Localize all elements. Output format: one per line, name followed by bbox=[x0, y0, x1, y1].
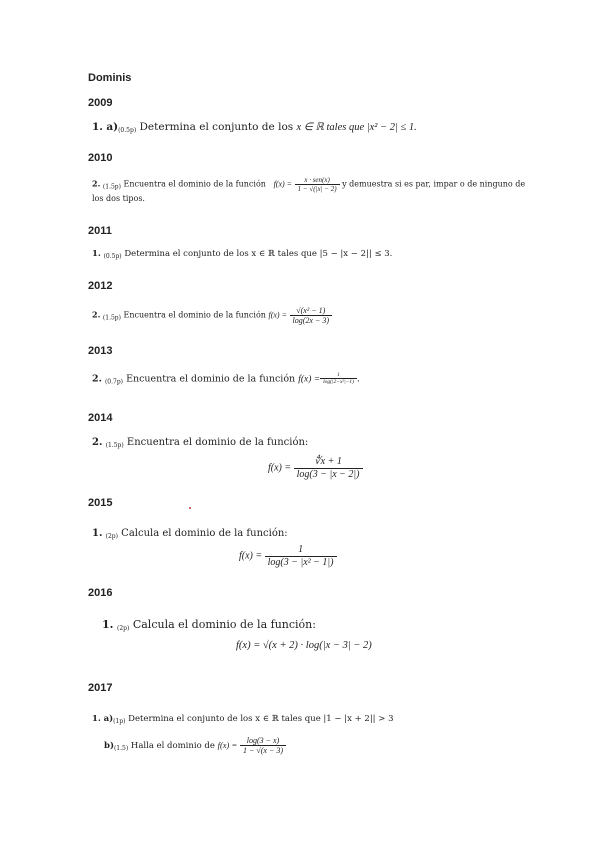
function-fraction bbox=[265, 544, 337, 568]
year-heading-2011: 2011 bbox=[88, 225, 112, 237]
year-heading-2016: 2016 bbox=[88, 587, 113, 599]
year-heading-2010: 2010 bbox=[88, 152, 113, 164]
points: (1.5p) bbox=[105, 442, 124, 449]
function-lhs: f(x) = bbox=[239, 550, 263, 562]
problem-2010-continued: los dos tipos. bbox=[92, 194, 145, 203]
problem-2013 bbox=[92, 372, 360, 386]
function-fraction bbox=[294, 456, 363, 480]
problem-2016 bbox=[102, 618, 316, 632]
problem-text: Determina el conjunto de los x ∈ ℝ tales que |5 − |x − 2|| ≤ 3. bbox=[124, 249, 393, 259]
problem-number: 1. bbox=[102, 618, 114, 631]
problem-text-2: y demuestra si es par, impar o de ninguno de bbox=[342, 179, 526, 189]
problem-number: 1. bbox=[92, 528, 103, 539]
problem-2017-a bbox=[92, 714, 393, 725]
problem-part: b) bbox=[104, 741, 114, 752]
points: (1.5) bbox=[113, 745, 129, 753]
problem-text: Encuentra el dominio de la función bbox=[126, 373, 296, 385]
function-fraction bbox=[290, 306, 333, 325]
points: (1.5p) bbox=[102, 183, 121, 191]
fraction-denominator: 1 − √(x − 3) bbox=[242, 746, 284, 756]
problem-text: Calcula el dominio de la función: bbox=[132, 618, 316, 631]
problem-2011 bbox=[92, 249, 392, 260]
fraction-denominator: log(3 − |x² − 1|) bbox=[267, 556, 334, 568]
problem-part: a) bbox=[106, 121, 119, 133]
problem-text: Halla el dominio de bbox=[130, 741, 215, 752]
function-lhs: f(x) = bbox=[273, 179, 293, 189]
points: (1.5p) bbox=[102, 314, 121, 322]
year-heading-2012: 2012 bbox=[88, 280, 113, 292]
function-lhs: f(x) = bbox=[298, 374, 321, 385]
fraction-numerator: 1 bbox=[320, 372, 357, 379]
problem-text: Determina el conjunto de los bbox=[139, 121, 294, 133]
fraction-numerator: 1 bbox=[265, 544, 337, 557]
year-heading-2014: 2014 bbox=[88, 412, 113, 424]
function-lhs: f(x) = bbox=[268, 462, 292, 474]
fraction-denominator: log(3 − |x − 2|) bbox=[296, 468, 360, 480]
fraction-numerator: log(3 − x) bbox=[240, 736, 286, 746]
problem-number: 2. bbox=[92, 437, 103, 448]
problem-text: Calcula el dominio de la función: bbox=[121, 528, 288, 539]
problem-part: a) bbox=[103, 714, 114, 724]
fraction-numerator: ∜x + 1 bbox=[294, 456, 363, 469]
problem-math: x ∈ ℝ tales que |x² − 2| ≤ 1. bbox=[296, 122, 417, 133]
year-heading-2009: 2009 bbox=[88, 97, 113, 109]
fraction-denominator: 1 − √(|x| − 2) bbox=[297, 185, 337, 194]
function-fraction bbox=[295, 176, 340, 193]
problem-text: Determina el conjunto de los x ∈ ℝ tales que |1 − |x + 2|| > 3 bbox=[128, 714, 394, 724]
formula-2014 bbox=[268, 456, 363, 480]
problem-text: Encuentra el dominio de la función: bbox=[126, 437, 309, 448]
problem-number: 2. bbox=[92, 178, 101, 189]
fraction-denominator: log(2x − 3) bbox=[292, 316, 330, 326]
points: (0.5p) bbox=[103, 253, 122, 260]
function-lhs: f(x) = bbox=[268, 310, 287, 320]
points: (2p) bbox=[116, 625, 130, 632]
problem-number: 2. bbox=[92, 309, 101, 320]
fraction-numerator: x · sen(x) bbox=[295, 176, 340, 185]
fraction-numerator: √(x² − 1) bbox=[290, 306, 333, 316]
problem-2015 bbox=[92, 528, 288, 540]
function-fraction bbox=[320, 372, 357, 386]
points: (0.5p) bbox=[118, 127, 137, 134]
function-lhs: f(x) = bbox=[217, 740, 238, 751]
problem-2014 bbox=[92, 437, 308, 449]
year-heading-2013: 2013 bbox=[88, 345, 113, 357]
problem-2009 bbox=[92, 121, 417, 134]
year-heading-2017: 2017 bbox=[88, 682, 113, 694]
problem-number: 1. bbox=[92, 249, 101, 259]
points: (0.7p) bbox=[104, 378, 124, 386]
problem-2010 bbox=[92, 176, 525, 193]
formula-2015 bbox=[239, 544, 337, 568]
function-fraction bbox=[240, 736, 286, 755]
sentence-end: . bbox=[356, 373, 360, 385]
points: (1p) bbox=[113, 718, 126, 725]
problem-text: Encuentra el dominio de la función bbox=[123, 179, 266, 189]
stray-mark bbox=[189, 507, 191, 509]
year-heading-2015: 2015 bbox=[88, 497, 113, 509]
problem-2012 bbox=[92, 306, 332, 325]
formula-2016: f(x) = √(x + 2) · log(|x − 3| − 2) bbox=[236, 640, 372, 651]
problem-text: Encuentra el dominio de la función bbox=[123, 310, 266, 320]
fraction-denominator: log(|2−x²|−1) bbox=[323, 379, 354, 386]
points: (2p) bbox=[105, 533, 118, 540]
problem-number: 2. bbox=[92, 373, 102, 385]
problem-number: 1. bbox=[92, 121, 103, 133]
problem-2017-b bbox=[104, 736, 286, 755]
document-title: Dominis bbox=[88, 72, 132, 84]
problem-number: 1. bbox=[92, 714, 101, 724]
